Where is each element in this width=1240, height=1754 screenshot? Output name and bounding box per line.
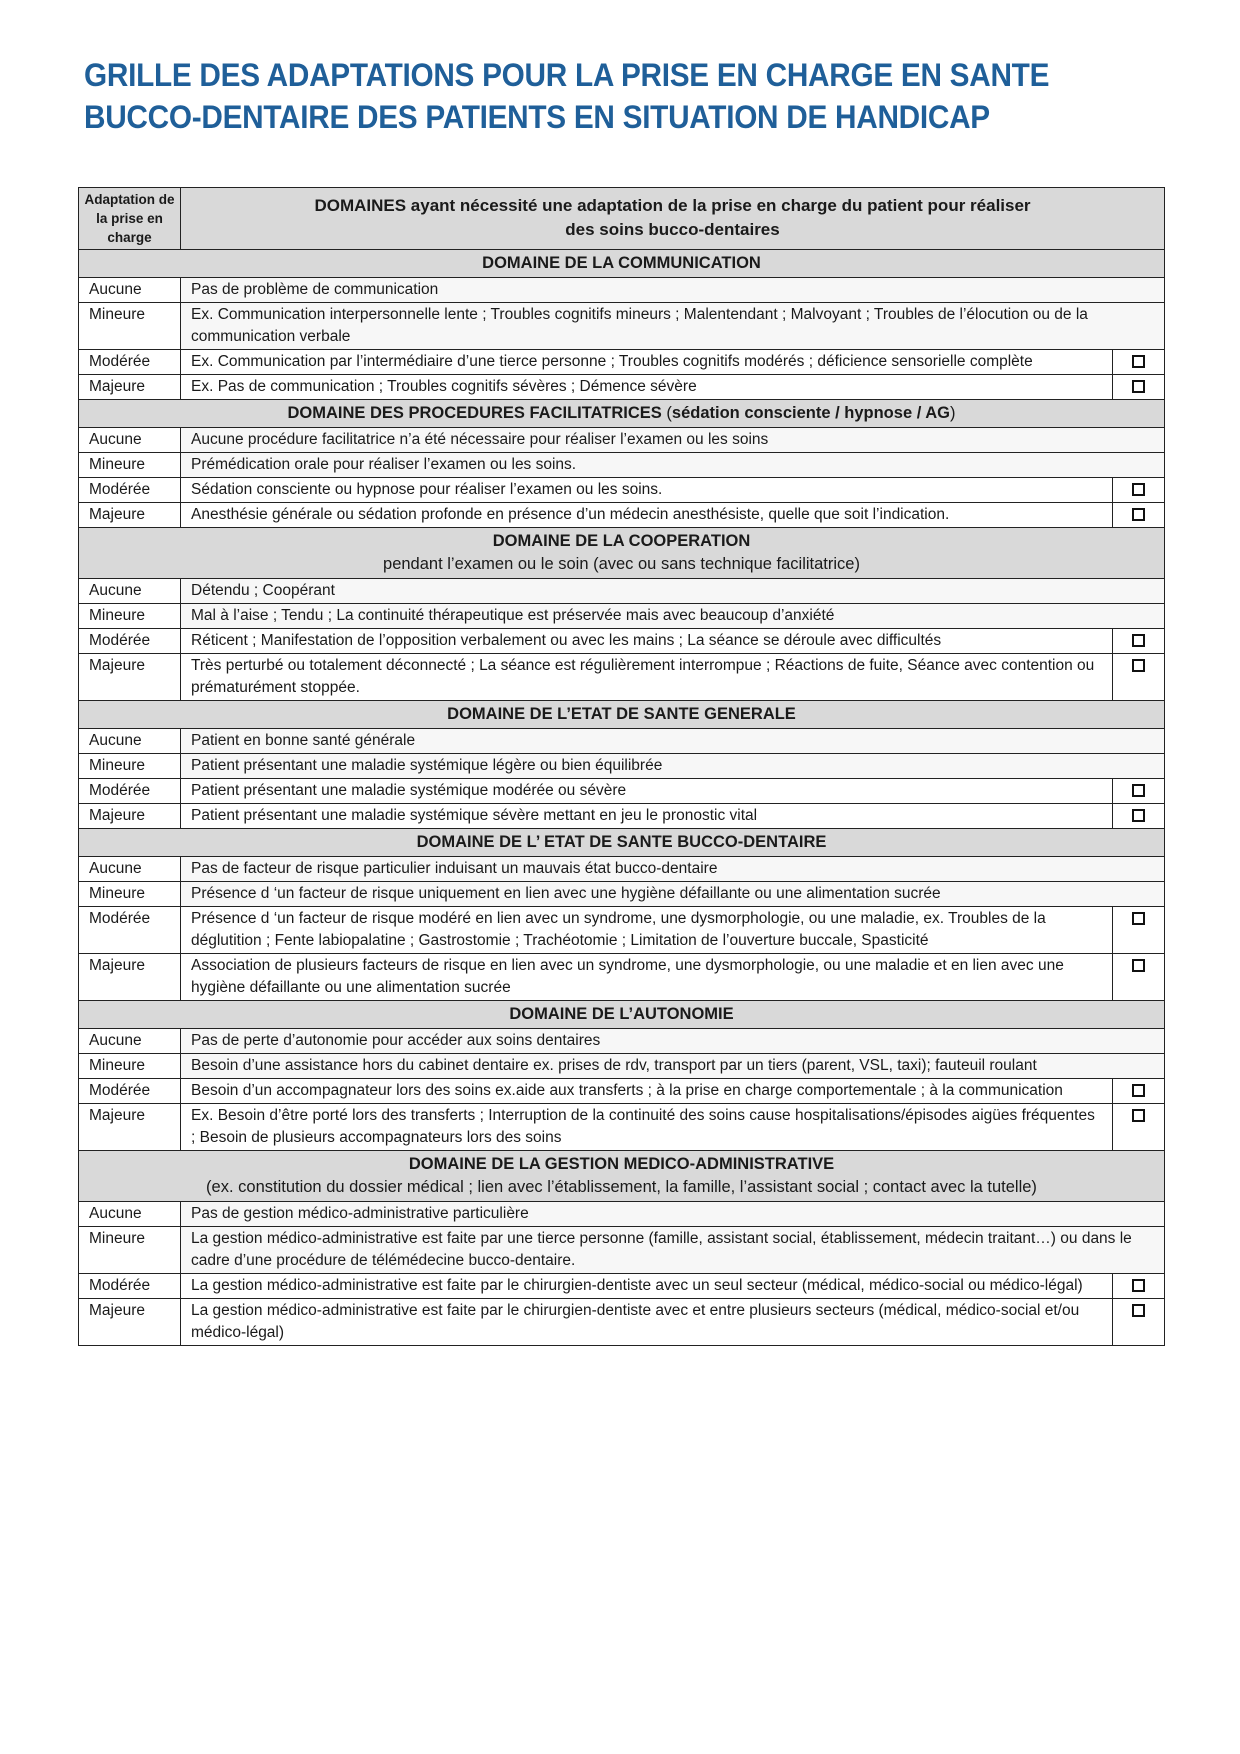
level-label: Mineure — [79, 453, 181, 478]
checkbox-cell — [1113, 954, 1165, 1001]
table-row — [79, 478, 1165, 503]
domain-title — [79, 250, 1165, 278]
checkbox-icon[interactable] — [1132, 959, 1145, 972]
domain-title-text: DOMAINE DE L’AUTONOMIE — [509, 1005, 734, 1023]
domain-header-row — [79, 701, 1165, 729]
checkbox-cell — [1113, 375, 1165, 400]
level-description: Réticent ; Manifestation de l’opposition verbalement ou avec les mains ; La séance se déroule avec difficultés — [181, 629, 1113, 654]
domain-title-suffix: sédation consciente / hypnose / AG — [671, 404, 951, 422]
table-row — [79, 654, 1165, 701]
domain-subtitle: (ex. constitution du dossier médical ; lien avec l’établissement, la famille, l’assistant social ; contact avec la tutelle) — [206, 1178, 1037, 1196]
level-label: Mineure — [79, 1054, 181, 1079]
checkbox-icon[interactable] — [1132, 784, 1145, 797]
level-description: Patient présentant une maladie systémique sévère mettant en jeu le pronostic vital — [181, 804, 1113, 829]
level-label: Majeure — [79, 1299, 181, 1346]
level-description: Pas de gestion médico-administrative particulière — [181, 1202, 1165, 1227]
page-title-line-2: BUCCO-DENTAIRE DES PATIENTS EN SITUATION DE HANDICAP — [84, 99, 990, 135]
level-description: Besoin d’un accompagnateur lors des soins ex.aide aux transferts ; à la prise en charge comportementale ; à la communication — [181, 1079, 1113, 1104]
checkbox-icon[interactable] — [1132, 1109, 1145, 1122]
checkbox-cell — [1113, 907, 1165, 954]
checkbox-icon[interactable] — [1132, 483, 1145, 496]
checkbox-cell — [1113, 779, 1165, 804]
level-label: Aucune — [79, 729, 181, 754]
checkbox-cell — [1113, 654, 1165, 701]
level-label: Modérée — [79, 478, 181, 503]
level-description: Sédation consciente ou hypnose pour réaliser l’examen ou les soins. — [181, 478, 1113, 503]
table-row — [79, 350, 1165, 375]
domain-title-text: DOMAINE DE LA COOPERATION — [492, 532, 751, 550]
level-label: Modérée — [79, 1274, 181, 1299]
table-row — [79, 604, 1165, 629]
level-description: Pas de perte d’autonomie pour accéder aux soins dentaires — [181, 1029, 1165, 1054]
level-description: Ex. Pas de communication ; Troubles cognitifs sévères ; Démence sévère — [181, 375, 1113, 400]
level-description: Ex. Besoin d’être porté lors des transferts ; Interruption de la continuité des soins cause hospitalisations/épisodes aigües fréquentes ; Besoin de plusieurs accompagnateurs lors des soins — [181, 1104, 1113, 1151]
table-row — [79, 1054, 1165, 1079]
level-description: Patient présentant une maladie systémique modérée ou sévère — [181, 779, 1113, 804]
level-description: Pas de problème de communication — [181, 278, 1165, 303]
level-description: Très perturbé ou totalement déconnecté ; La séance est régulièrement interrompue ; Réactions de fuite, Séance avec contention ou prématurément stoppée. — [181, 654, 1113, 701]
level-label: Mineure — [79, 303, 181, 350]
page-title — [84, 54, 1107, 138]
level-label: Modérée — [79, 1079, 181, 1104]
level-description: Besoin d’une assistance hors du cabinet dentaire ex. prises de rdv, transport par un tiers (parent, VSL, taxi); fauteuil roulant — [181, 1054, 1165, 1079]
table-row — [79, 1202, 1165, 1227]
level-description: La gestion médico-administrative est faite par le chirurgien-dentiste avec et entre plusieurs secteurs (médical, médico-social et/ou médico-légal) — [181, 1299, 1113, 1346]
table-row — [79, 954, 1165, 1001]
table-row — [79, 1227, 1165, 1274]
level-label: Aucune — [79, 428, 181, 453]
level-description: La gestion médico-administrative est faite par le chirurgien-dentiste avec un seul secteur (médical, médico-social ou médico-légal) — [181, 1274, 1113, 1299]
table-row — [79, 754, 1165, 779]
checkbox-icon[interactable] — [1132, 809, 1145, 822]
domain-header-row — [79, 829, 1165, 857]
domain-title-paren-close: ) — [950, 404, 956, 422]
checkbox-cell — [1113, 478, 1165, 503]
level-label: Majeure — [79, 1104, 181, 1151]
level-description: Pas de facteur de risque particulier induisant un mauvais état bucco-dentaire — [181, 857, 1165, 882]
level-label: Aucune — [79, 1202, 181, 1227]
table-row — [79, 278, 1165, 303]
level-description: Ex. Communication interpersonnelle lente ; Troubles cognitifs mineurs ; Malentendant ; Malvoyant ; Troubles de l’élocution ou de la communication verbale — [181, 303, 1165, 350]
level-label: Majeure — [79, 503, 181, 528]
level-description: Mal à l’aise ; Tendu ; La continuité thérapeutique est préservée mais avec beaucoup d’anxiété — [181, 604, 1165, 629]
table-row — [79, 579, 1165, 604]
checkbox-cell — [1113, 1299, 1165, 1346]
domain-header-row — [79, 528, 1165, 579]
level-description: Anesthésie générale ou sédation profonde en présence d’un médecin anesthésiste, quelle que soit l’indication. — [181, 503, 1113, 528]
level-description: La gestion médico-administrative est faite par une tierce personne (famille, assistant social, établissement, médecin traitant…) ou dans le cadre d’une procédure de télémédecine bucco-dentaire. — [181, 1227, 1165, 1274]
level-label: Majeure — [79, 375, 181, 400]
level-description: Aucune procédure facilitatrice n’a été nécessaire pour réaliser l’examen ou les soins — [181, 428, 1165, 453]
table-row — [79, 907, 1165, 954]
table-row — [79, 503, 1165, 528]
domain-header-row — [79, 400, 1165, 428]
table-row — [79, 882, 1165, 907]
table-header-row — [79, 188, 1165, 250]
checkbox-cell — [1113, 629, 1165, 654]
level-label: Modérée — [79, 629, 181, 654]
domain-title-text: DOMAINE DE LA GESTION MEDICO-ADMINISTRATIVE — [408, 1155, 835, 1173]
checkbox-cell — [1113, 804, 1165, 829]
table-row — [79, 1299, 1165, 1346]
header-adaptation-column: Adaptation de la prise en charge — [79, 188, 181, 250]
domain-title — [79, 1001, 1165, 1029]
checkbox-cell — [1113, 1274, 1165, 1299]
checkbox-cell — [1113, 1079, 1165, 1104]
level-label: Mineure — [79, 754, 181, 779]
checkbox-cell — [1113, 1104, 1165, 1151]
table-row — [79, 428, 1165, 453]
table-row — [79, 729, 1165, 754]
domain-header-row — [79, 250, 1165, 278]
domain-title-text: DOMAINE DES PROCEDURES FACILITATRICES — [287, 404, 662, 422]
checkbox-cell — [1113, 350, 1165, 375]
table-row — [79, 303, 1165, 350]
checkbox-icon[interactable] — [1132, 912, 1145, 925]
domain-title — [79, 1151, 1165, 1202]
level-label: Modérée — [79, 779, 181, 804]
level-label: Mineure — [79, 882, 181, 907]
level-label: Aucune — [79, 857, 181, 882]
level-label: Aucune — [79, 579, 181, 604]
level-label: Majeure — [79, 804, 181, 829]
level-label: Modérée — [79, 907, 181, 954]
level-label: Aucune — [79, 1029, 181, 1054]
table-row — [79, 779, 1165, 804]
domain-title-text: DOMAINE DE L’ETAT DE SANTE GENERALE — [447, 705, 796, 723]
adaptation-grid-table — [78, 187, 1165, 1346]
level-description: Présence d ‘un facteur de risque uniquement en lien avec une hygiène défaillante ou une alimentation sucrée — [181, 882, 1165, 907]
domain-subtitle: pendant l’examen ou le soin (avec ou sans technique facilitatrice) — [383, 555, 860, 573]
level-description: Prémédication orale pour réaliser l’examen ou les soins. — [181, 453, 1165, 478]
header-domains-line-2: des soins bucco-dentaires — [565, 219, 780, 239]
header-domains-line-1: DOMAINES ayant nécessité une adaptation de la prise en charge du patient pour réaliser — [314, 195, 1031, 215]
header-domains-column — [181, 188, 1165, 250]
level-description: Association de plusieurs facteurs de risque en lien avec un syndrome, une dysmorphologie, ou une maladie et en lien avec une hygiène défaillante ou une alimentation sucrée — [181, 954, 1113, 1001]
table-row — [79, 1104, 1165, 1151]
table-row — [79, 857, 1165, 882]
table-row — [79, 375, 1165, 400]
level-label: Mineure — [79, 1227, 181, 1274]
domain-header-row — [79, 1001, 1165, 1029]
checkbox-icon[interactable] — [1132, 1279, 1145, 1292]
checkbox-icon[interactable] — [1132, 659, 1145, 672]
level-label: Majeure — [79, 654, 181, 701]
checkbox-icon[interactable] — [1132, 1304, 1145, 1317]
level-label: Modérée — [79, 350, 181, 375]
level-description: Ex. Communication par l’intermédiaire d’une tierce personne ; Troubles cognitifs modérés ; déficience sensorielle complète — [181, 350, 1113, 375]
domain-title — [79, 528, 1165, 579]
checkbox-icon[interactable] — [1132, 355, 1145, 368]
checkbox-icon[interactable] — [1132, 634, 1145, 647]
table-row — [79, 629, 1165, 654]
level-description: Présence d ‘un facteur de risque modéré en lien avec un syndrome, une dysmorphologie, ou une maladie, ex. Troubles de la déglutition ; Fente labiopalatine ; Gastrostomie ; Trachéotomie ; Limitation de l’ouverture buccale, Spasticité — [181, 907, 1113, 954]
domain-title-paren-open: ( — [661, 404, 672, 422]
level-label: Aucune — [79, 278, 181, 303]
level-description: Détendu ; Coopérant — [181, 579, 1165, 604]
domain-title-text: DOMAINE DE LA COMMUNICATION — [482, 254, 761, 272]
domain-header-row — [79, 1151, 1165, 1202]
level-label: Mineure — [79, 604, 181, 629]
level-description: Patient présentant une maladie systémique légère ou bien équilibrée — [181, 754, 1165, 779]
table-row — [79, 1029, 1165, 1054]
level-description: Patient en bonne santé générale — [181, 729, 1165, 754]
level-label: Majeure — [79, 954, 181, 1001]
table-row — [79, 1274, 1165, 1299]
checkbox-cell — [1113, 503, 1165, 528]
table-row — [79, 453, 1165, 478]
domain-title — [79, 829, 1165, 857]
page-title-line-1: GRILLE DES ADAPTATIONS POUR LA PRISE EN CHARGE EN SANTE — [84, 57, 1050, 93]
checkbox-icon[interactable] — [1132, 380, 1145, 393]
domain-title — [79, 400, 1165, 428]
checkbox-icon[interactable] — [1132, 1084, 1145, 1097]
checkbox-icon[interactable] — [1132, 508, 1145, 521]
table-row — [79, 1079, 1165, 1104]
domain-title-text: DOMAINE DE L’ ETAT DE SANTE BUCCO-DENTAIRE — [416, 833, 827, 851]
domain-title — [79, 701, 1165, 729]
table-row — [79, 804, 1165, 829]
